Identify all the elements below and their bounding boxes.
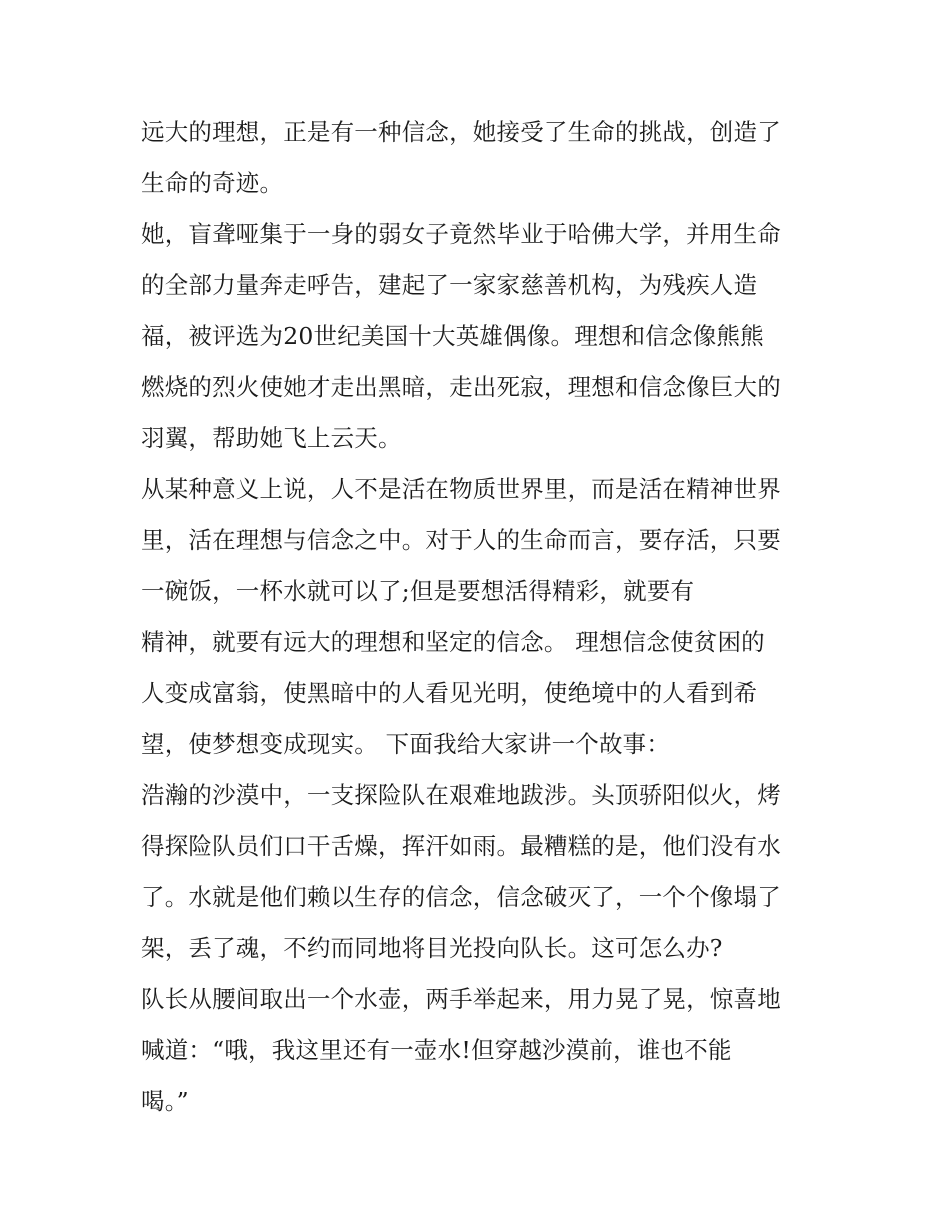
text-line-9: 里，活在理想与信念之中。对于人的生命而言，要存活，只要 [141,526,781,554]
text-line-2: 生命的奇迹。 [141,169,284,197]
text-line-11: 精神，就要有远大的理想和坚定的信念。 理想信念使贫困的 [141,628,765,656]
text-line-15: 得探险队员们口干舌燥，挥汗如雨。最糟糕的是，他们没有水 [141,832,781,860]
text-line-12: 人变成富翁，使黑暗中的人看见光明，使绝境中的人看到希 [141,679,758,707]
text-line-4: 的全部力量奔走呼告，建起了一家家慈善机构，为残疾人造 [141,271,758,299]
text-line-6: 燃烧的烈火使她才走出黑暗，走出死寂，理想和信念像巨大的 [141,373,781,401]
text-line-16: 了。水就是他们赖以生存的信念，信念破灭了，一个个像塌了 [141,883,781,911]
text-line-5: 福，被评选为20世纪美国十大英雄偶像。理想和信念像熊熊 [141,322,764,350]
text-line-14: 浩瀚的沙漠中，一支探险队在艰难地跋涉。头顶骄阳似火，烤 [141,781,781,809]
text-line-13: 望，使梦想变成现实。 下面我给大家讲一个故事： [141,730,671,758]
text-line-7: 羽翼，帮助她飞上云天。 [141,424,402,452]
text-line-17: 架，丢了魂，不约而同地将目光投向队长。这可怎么办? [141,934,723,962]
text-line-8: 从某种意义上说，人不是活在物质世界里，而是活在精神世界 [141,475,781,503]
text-line-18: 队长从腰间取出一个水壶，两手举起来，用力晃了晃，惊喜地 [141,985,781,1013]
text-line-20: 喝。” [141,1087,189,1115]
text-line-3: 她，盲聋哑集于一身的弱女子竟然毕业于哈佛大学，并用生命 [141,220,781,248]
text-line-1: 远大的理想，正是有一种信念，她接受了生命的挑战，创造了 [141,118,781,146]
document-body [141,107,831,1127]
text-line-19: 喊道：“哦，我这里还有一壶水!但穿越沙漠前，谁也不能 [141,1036,732,1064]
text-line-10: 一碗饭，一杯水就可以了;但是要想活得精彩，就要有 [141,577,695,605]
